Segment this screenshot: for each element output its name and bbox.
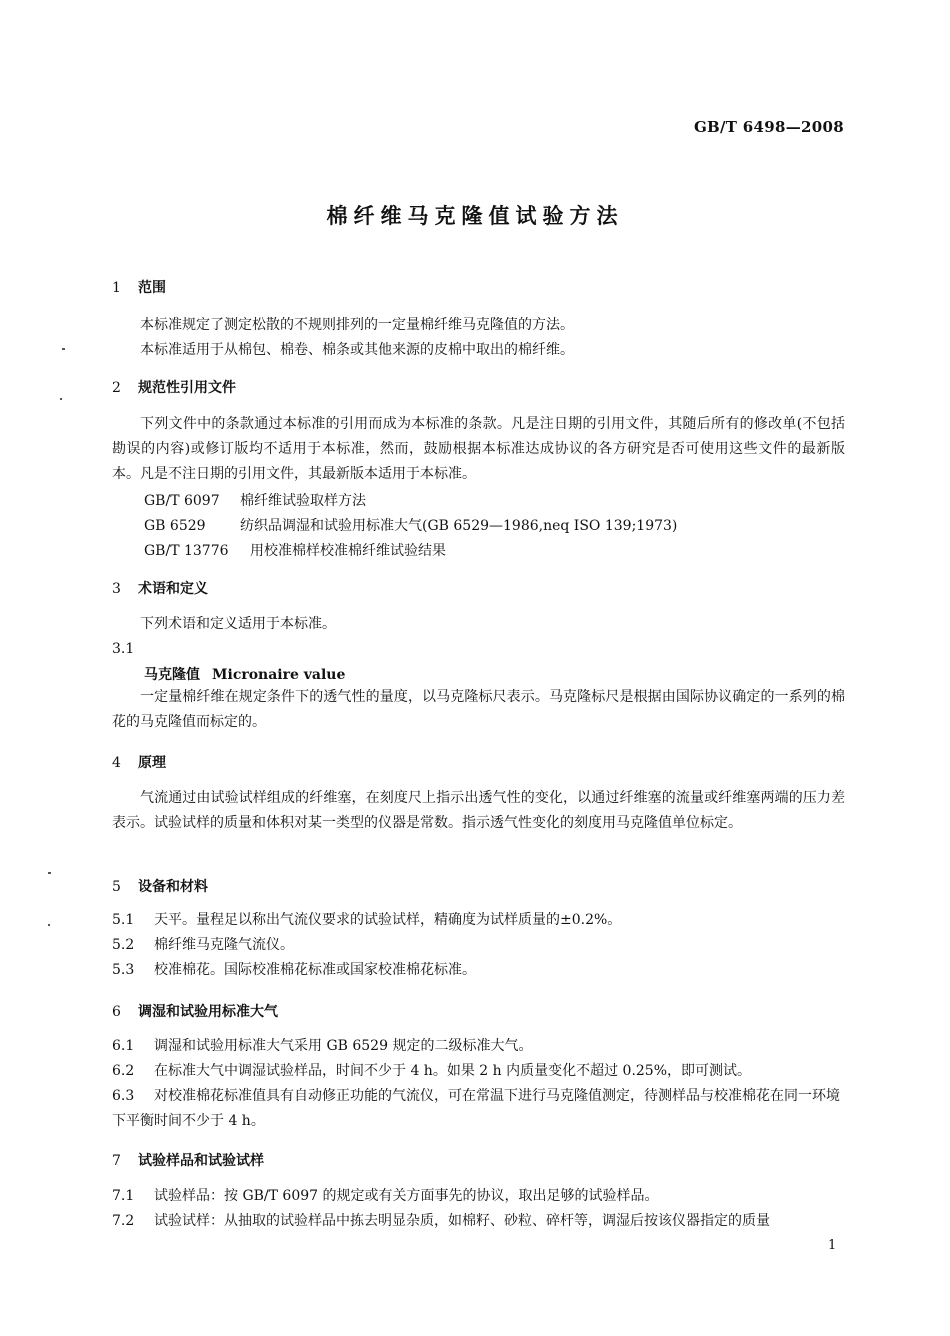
section-1-paragraph-1: 本标准规定了测定松散的不规则排列的一定量棉纤维马克隆值的方法。 <box>140 317 574 333</box>
scan-speck <box>48 924 50 926</box>
clause-number: 5.3 <box>112 962 135 978</box>
standard-code: GB/T 6498—2008 <box>693 118 844 136</box>
reference-item <box>144 515 677 535</box>
clause-number: 5.1 <box>112 912 135 928</box>
reference-code: GB/T 6097 <box>144 493 220 509</box>
section-number: 6 <box>112 1004 121 1020</box>
clause-text: 棉纤维马克隆气流仪。 <box>154 937 294 953</box>
scan-speck <box>62 348 65 350</box>
reference-title: 棉纤维试验取样方法 <box>240 493 366 509</box>
term-definition: 一定量棉纤维在规定条件下的透气性的量度，以马克隆标尺表示。马克隆标尺是根据由国际协议确定的一系列的棉花的马克隆值而标定的。 <box>112 689 845 730</box>
section-2-heading <box>112 377 236 397</box>
clause-number: 7.1 <box>112 1188 135 1204</box>
section-number: 3 <box>112 581 121 597</box>
section-title: 范围 <box>138 280 166 296</box>
reference-item <box>144 490 366 510</box>
clause-text: 试验样品：按 GB/T 6097 的规定或有关方面事先的协议，取出足够的试验样品。 <box>154 1188 659 1204</box>
section-number: 4 <box>112 755 121 771</box>
clause-number: 6.3 <box>112 1088 135 1104</box>
clause-item <box>112 933 845 958</box>
section-title: 调湿和试验用标准大气 <box>138 1004 278 1020</box>
subsection-number: 3.1 <box>112 641 135 657</box>
section-number: 7 <box>112 1153 121 1169</box>
clause-text: 在标准大气中调湿试验样品，时间不少于 4 h。如果 2 h 内质量变化不超过 0.25%，即可测试。 <box>154 1063 752 1079</box>
clause-text: 天平。量程足以称出气流仪要求的试验试样，精确度为试样质量的±0.2%。 <box>154 912 622 928</box>
section-title: 试验样品和试验试样 <box>138 1153 264 1169</box>
section-2-paragraph: 下列文件中的条款通过本标准的引用而成为本标准的条款。凡是注日期的引用文件，其随后所有的修改单(不包括勘误的内容)或修订版均不适用于本标准，然而，鼓励根据本标准达成协议的各方研究是否可使用这些文件的最新版本。凡是不注日期的引用文件，其最新版本适用于本标准。 <box>112 416 845 482</box>
term-english: Micronaire value <box>212 667 346 683</box>
section-title: 设备和材料 <box>138 879 208 895</box>
clause-item <box>112 958 845 983</box>
section-number: 1 <box>112 280 121 296</box>
section-1-heading <box>112 277 166 297</box>
clause-text: 试验试样：从抽取的试验样品中拣去明显杂质，如棉籽、砂粒、碎杆等，调湿后按该仪器指定的质量 <box>154 1213 770 1229</box>
reference-title: 用校准棉样校准棉纤维试验结果 <box>250 543 446 559</box>
scan-speck <box>48 872 51 874</box>
clause-text: 调湿和试验用标准大气采用 GB 6529 规定的二级标准大气。 <box>154 1038 533 1054</box>
section-number: 2 <box>112 380 121 396</box>
page-number: 1 <box>828 1238 837 1253</box>
section-title: 术语和定义 <box>138 581 208 597</box>
clause-text: 对校准棉花标准值具有自动修正功能的气流仪，可在常温下进行马克隆值测定，待测样品与校准棉花在同一环境下平衡时间不少于 4 h。 <box>112 1088 840 1129</box>
clause-text: 校准棉花。国际校准棉花标准或国家校准棉花标准。 <box>154 962 476 978</box>
reference-item <box>144 540 446 560</box>
section-3-paragraph: 下列术语和定义适用于本标准。 <box>140 616 336 632</box>
clause-item <box>112 1209 845 1234</box>
section-6-heading <box>112 1001 278 1021</box>
section-3-heading <box>112 578 208 598</box>
clause-item <box>112 908 845 933</box>
clause-item <box>112 1084 845 1134</box>
clause-number: 6.1 <box>112 1038 135 1054</box>
section-title: 原理 <box>138 755 166 771</box>
reference-title: 纺织品调湿和试验用标准大气(GB 6529—1986,neq ISO 139;1973) <box>240 518 678 534</box>
section-5-heading <box>112 876 208 896</box>
term-entry <box>144 664 345 684</box>
section-4-heading <box>112 752 166 772</box>
clause-number: 7.2 <box>112 1213 135 1229</box>
clause-item <box>112 1184 845 1209</box>
scan-speck <box>60 398 62 400</box>
clause-item <box>112 1059 845 1084</box>
document-title: 棉纤维马克隆值试验方法 <box>326 203 624 228</box>
reference-code: GB/T 13776 <box>144 543 229 559</box>
term-chinese: 马克隆值 <box>144 667 200 683</box>
section-1-paragraph-2: 本标准适用于从棉包、棉卷、棉条或其他来源的皮棉中取出的棉纤维。 <box>140 342 574 358</box>
clause-number: 5.2 <box>112 937 135 953</box>
reference-code: GB 6529 <box>144 518 206 534</box>
clause-number: 6.2 <box>112 1063 135 1079</box>
section-title: 规范性引用文件 <box>138 380 236 396</box>
section-number: 5 <box>112 879 121 895</box>
section-7-heading <box>112 1150 264 1170</box>
section-4-paragraph: 气流通过由试验试样组成的纤维塞，在刻度尺上指示出透气性的变化，以通过纤维塞的流量或纤维塞两端的压力差表示。试验试样的质量和体积对某一类型的仪器是常数。指示透气性变化的刻度用马克隆值单位标定。 <box>112 790 845 831</box>
clause-item <box>112 1034 845 1059</box>
